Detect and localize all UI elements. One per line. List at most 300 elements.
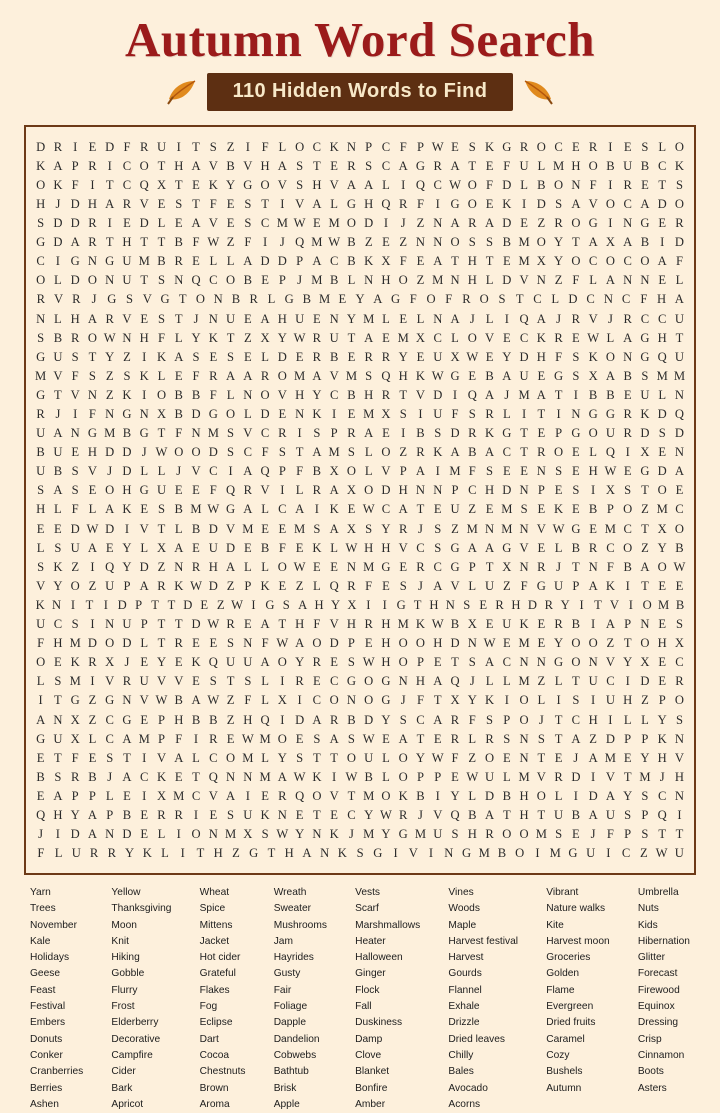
word-list-item[interactable]: Scarf: [355, 903, 379, 915]
grid-cell[interactable]: D: [364, 216, 374, 231]
grid-cell[interactable]: S: [486, 235, 494, 250]
grid-cell[interactable]: B: [364, 769, 373, 784]
grid-cell[interactable]: O: [364, 693, 374, 708]
grid-cell[interactable]: H: [433, 636, 443, 651]
grid-cell[interactable]: R: [278, 426, 287, 441]
grid-cell[interactable]: P: [88, 788, 96, 803]
grid-cell[interactable]: C: [243, 445, 253, 460]
grid-cell[interactable]: K: [142, 846, 152, 861]
grid-cell[interactable]: E: [330, 655, 338, 670]
grid-cell[interactable]: L: [347, 273, 356, 288]
grid-cell[interactable]: A: [433, 254, 443, 269]
grid-cell[interactable]: G: [605, 407, 615, 421]
grid-cell[interactable]: S: [537, 731, 545, 746]
grid-cell[interactable]: E: [502, 464, 511, 479]
grid-cell[interactable]: Z: [226, 139, 235, 154]
grid-cell[interactable]: M: [224, 827, 237, 842]
grid-cell[interactable]: T: [140, 273, 149, 288]
grid-cell[interactable]: X: [415, 330, 426, 345]
word-list-item[interactable]: Woods: [448, 903, 480, 915]
grid-cell[interactable]: F: [503, 158, 511, 173]
grid-cell[interactable]: D: [122, 445, 132, 460]
grid-cell[interactable]: T: [451, 655, 459, 670]
grid-cell[interactable]: N: [433, 483, 443, 498]
grid-cell[interactable]: R: [381, 349, 391, 364]
grid-cell[interactable]: W: [207, 235, 220, 250]
grid-cell[interactable]: R: [312, 655, 322, 670]
grid-cell[interactable]: E: [554, 750, 563, 765]
grid-cell[interactable]: L: [485, 674, 494, 689]
grid-cell[interactable]: P: [503, 712, 511, 727]
grid-cell[interactable]: M: [328, 216, 340, 231]
grid-cell[interactable]: W: [380, 807, 392, 822]
grid-cell[interactable]: Z: [216, 597, 225, 612]
grid-cell[interactable]: N: [243, 769, 253, 784]
word-list-item[interactable]: Yarn: [30, 887, 51, 898]
grid-cell[interactable]: L: [658, 387, 667, 402]
grid-cell[interactable]: I: [579, 597, 584, 612]
grid-cell[interactable]: Q: [295, 788, 305, 803]
grid-cell[interactable]: T: [416, 731, 425, 746]
grid-cell[interactable]: X: [640, 445, 650, 460]
grid-cell[interactable]: N: [519, 750, 529, 765]
word-list-item[interactable]: Dart: [199, 1033, 219, 1045]
grid-cell[interactable]: R: [399, 196, 408, 211]
grid-cell[interactable]: B: [53, 464, 63, 479]
grid-cell[interactable]: N: [364, 273, 374, 288]
grid-cell[interactable]: M: [319, 292, 331, 307]
grid-cell[interactable]: L: [658, 139, 667, 154]
grid-cell[interactable]: K: [484, 426, 495, 441]
grid-cell[interactable]: U: [674, 311, 685, 326]
grid-cell[interactable]: V: [36, 578, 46, 593]
grid-cell[interactable]: R: [571, 311, 581, 326]
grid-cell[interactable]: S: [675, 712, 683, 727]
grid-cell[interactable]: E: [226, 216, 235, 231]
grid-cell[interactable]: A: [174, 349, 184, 364]
grid-cell[interactable]: G: [391, 292, 401, 307]
grid-cell[interactable]: S: [520, 502, 528, 517]
grid-cell[interactable]: X: [657, 521, 667, 536]
grid-cell[interactable]: U: [329, 330, 339, 345]
grid-cell[interactable]: F: [365, 578, 373, 593]
grid-cell[interactable]: S: [227, 807, 235, 822]
grid-cell[interactable]: S: [451, 827, 459, 842]
grid-cell[interactable]: T: [313, 807, 321, 822]
word-list-item[interactable]: Jam: [273, 935, 293, 947]
grid-cell[interactable]: U: [519, 368, 529, 383]
grid-cell[interactable]: W: [103, 330, 116, 345]
grid-cell[interactable]: R: [433, 158, 442, 173]
grid-cell[interactable]: I: [332, 769, 337, 784]
grid-cell[interactable]: A: [373, 292, 383, 307]
grid-cell[interactable]: P: [296, 254, 304, 269]
grid-cell[interactable]: A: [53, 483, 63, 498]
grid-cell[interactable]: B: [640, 235, 650, 250]
grid-cell[interactable]: H: [260, 158, 270, 173]
grid-cell[interactable]: A: [571, 196, 581, 211]
grid-cell[interactable]: O: [571, 636, 581, 651]
grid-cell[interactable]: B: [122, 807, 132, 822]
grid-cell[interactable]: E: [123, 216, 131, 231]
grid-cell[interactable]: J: [279, 235, 285, 250]
grid-cell[interactable]: L: [54, 502, 62, 517]
grid-cell[interactable]: F: [572, 273, 580, 288]
grid-cell[interactable]: C: [468, 483, 477, 498]
grid-cell[interactable]: O: [519, 712, 529, 727]
grid-cell[interactable]: C: [621, 846, 631, 861]
grid-cell[interactable]: U: [53, 445, 63, 460]
grid-cell[interactable]: O: [519, 693, 529, 708]
grid-cell[interactable]: E: [502, 254, 511, 269]
grid-cell[interactable]: R: [495, 597, 504, 612]
grid-cell[interactable]: Z: [641, 502, 649, 517]
grid-cell[interactable]: E: [589, 521, 597, 536]
grid-cell[interactable]: E: [54, 655, 62, 670]
grid-cell[interactable]: I: [228, 464, 233, 479]
grid-cell[interactable]: R: [416, 445, 425, 460]
grid-cell[interactable]: S: [463, 597, 471, 612]
grid-cell[interactable]: Y: [415, 750, 426, 765]
grid-cell[interactable]: H: [87, 445, 97, 460]
grid-cell[interactable]: N: [329, 311, 339, 326]
grid-cell[interactable]: R: [554, 216, 563, 231]
grid-cell[interactable]: C: [571, 712, 581, 727]
grid-cell[interactable]: R: [329, 712, 339, 727]
word-list-item[interactable]: Golden: [546, 968, 580, 980]
grid-cell[interactable]: L: [157, 827, 166, 842]
grid-cell[interactable]: E: [209, 807, 218, 822]
grid-cell[interactable]: Z: [123, 349, 131, 364]
grid-cell[interactable]: E: [200, 597, 209, 612]
grid-cell[interactable]: A: [588, 235, 598, 250]
grid-cell[interactable]: V: [156, 674, 167, 689]
grid-cell[interactable]: T: [537, 750, 546, 765]
grid-cell[interactable]: R: [88, 216, 97, 231]
grid-cell[interactable]: L: [88, 502, 97, 517]
grid-cell[interactable]: K: [36, 158, 46, 173]
grid-cell[interactable]: Z: [71, 559, 80, 574]
grid-cell[interactable]: X: [156, 540, 167, 555]
grid-cell[interactable]: E: [209, 636, 218, 651]
grid-cell[interactable]: V: [208, 788, 218, 803]
grid-cell[interactable]: A: [536, 311, 546, 326]
grid-cell[interactable]: E: [485, 196, 494, 211]
grid-cell[interactable]: R: [243, 483, 253, 498]
word-list-item[interactable]: Vibrant: [546, 887, 579, 898]
grid-cell[interactable]: A: [226, 559, 236, 574]
grid-cell[interactable]: F: [71, 750, 79, 765]
grid-cell[interactable]: Z: [88, 578, 97, 593]
grid-cell[interactable]: P: [451, 483, 459, 498]
grid-cell[interactable]: M: [35, 368, 47, 383]
word-list-item[interactable]: Dressing: [637, 1017, 679, 1029]
grid-cell[interactable]: M: [639, 769, 651, 784]
grid-cell[interactable]: R: [485, 827, 494, 842]
grid-cell[interactable]: O: [515, 846, 525, 861]
grid-cell[interactable]: Z: [554, 273, 563, 288]
grid-cell[interactable]: O: [277, 655, 287, 670]
grid-cell[interactable]: C: [433, 559, 442, 574]
grid-cell[interactable]: A: [640, 559, 650, 574]
grid-cell[interactable]: F: [486, 177, 494, 192]
grid-cell[interactable]: V: [609, 597, 619, 612]
grid-cell[interactable]: I: [435, 464, 440, 479]
grid-cell[interactable]: A: [36, 712, 46, 727]
grid-cell[interactable]: X: [347, 597, 357, 612]
grid-cell[interactable]: W: [155, 693, 168, 708]
grid-cell[interactable]: V: [588, 196, 598, 211]
grid-cell[interactable]: E: [537, 617, 546, 632]
grid-cell[interactable]: P: [416, 139, 424, 154]
grid-cell[interactable]: R: [519, 139, 529, 154]
grid-cell[interactable]: N: [415, 235, 426, 250]
grid-cell[interactable]: V: [329, 788, 339, 803]
grid-cell[interactable]: N: [519, 655, 529, 670]
grid-cell[interactable]: F: [445, 292, 453, 307]
grid-cell[interactable]: I: [608, 216, 613, 231]
grid-cell[interactable]: I: [245, 788, 250, 803]
word-list-item[interactable]: Berries: [30, 1082, 63, 1094]
word-list-item[interactable]: Apple: [273, 1098, 300, 1110]
grid-cell[interactable]: Z: [105, 368, 114, 383]
grid-cell[interactable]: N: [105, 407, 115, 421]
grid-cell[interactable]: E: [278, 407, 287, 421]
grid-cell[interactable]: F: [468, 712, 476, 727]
grid-cell[interactable]: A: [674, 292, 684, 307]
grid-cell[interactable]: I: [535, 846, 540, 861]
grid-cell[interactable]: I: [73, 407, 78, 421]
grid-cell[interactable]: E: [416, 349, 425, 364]
word-list-item[interactable]: Kids: [637, 919, 658, 931]
grid-cell[interactable]: R: [157, 807, 166, 822]
grid-cell[interactable]: S: [296, 177, 304, 192]
grid-cell[interactable]: I: [90, 177, 95, 192]
grid-cell[interactable]: M: [604, 750, 616, 765]
grid-cell[interactable]: U: [243, 655, 253, 670]
grid-cell[interactable]: K: [536, 330, 546, 345]
grid-cell[interactable]: W: [276, 827, 289, 842]
word-list-item[interactable]: Avocado: [448, 1082, 488, 1094]
grid-cell[interactable]: E: [623, 750, 632, 765]
grid-cell[interactable]: D: [568, 292, 578, 307]
grid-cell[interactable]: K: [260, 578, 270, 593]
grid-cell[interactable]: H: [511, 597, 521, 612]
grid-cell[interactable]: C: [416, 540, 425, 555]
word-list-item[interactable]: Blanket: [355, 1066, 390, 1078]
grid-cell[interactable]: U: [433, 349, 443, 364]
grid-cell[interactable]: L: [278, 139, 287, 154]
word-list-item[interactable]: Cranberries: [30, 1066, 84, 1078]
grid-cell[interactable]: R: [89, 846, 99, 861]
grid-cell[interactable]: P: [416, 769, 424, 784]
grid-cell[interactable]: M: [294, 368, 306, 383]
grid-cell[interactable]: O: [467, 196, 477, 211]
grid-cell[interactable]: C: [381, 158, 391, 173]
grid-cell[interactable]: V: [536, 769, 546, 784]
grid-cell[interactable]: I: [435, 788, 440, 803]
grid-cell[interactable]: Z: [295, 578, 304, 593]
grid-cell[interactable]: A: [450, 445, 460, 460]
grid-cell[interactable]: N: [53, 712, 63, 727]
grid-cell[interactable]: Y: [122, 559, 132, 574]
grid-cell[interactable]: R: [537, 445, 546, 460]
grid-cell[interactable]: R: [485, 731, 494, 746]
grid-cell[interactable]: K: [502, 196, 512, 211]
grid-cell[interactable]: I: [556, 693, 561, 708]
grid-cell[interactable]: P: [244, 578, 252, 593]
grid-cell[interactable]: U: [71, 846, 81, 861]
grid-cell[interactable]: I: [314, 502, 319, 517]
grid-cell[interactable]: E: [330, 559, 338, 574]
grid-cell[interactable]: V: [295, 196, 305, 211]
grid-cell[interactable]: I: [280, 196, 285, 211]
grid-cell[interactable]: D: [588, 788, 598, 803]
grid-cell[interactable]: C: [623, 196, 632, 211]
grid-cell[interactable]: F: [71, 502, 79, 517]
grid-cell[interactable]: F: [88, 407, 96, 421]
grid-cell[interactable]: A: [588, 807, 598, 822]
grid-cell[interactable]: E: [105, 540, 114, 555]
grid-cell[interactable]: G: [571, 521, 581, 536]
grid-cell[interactable]: E: [243, 349, 252, 364]
grid-cell[interactable]: L: [157, 464, 166, 479]
grid-cell[interactable]: J: [607, 311, 613, 326]
grid-cell[interactable]: E: [347, 407, 356, 421]
grid-cell[interactable]: O: [623, 540, 633, 555]
grid-cell[interactable]: I: [591, 769, 596, 784]
grid-cell[interactable]: S: [71, 464, 79, 479]
grid-cell[interactable]: C: [329, 254, 339, 269]
grid-cell[interactable]: O: [312, 636, 322, 651]
grid-cell[interactable]: E: [572, 445, 580, 460]
grid-cell[interactable]: D: [502, 483, 512, 498]
grid-cell[interactable]: I: [103, 597, 108, 612]
grid-cell[interactable]: H: [139, 330, 149, 345]
grid-cell[interactable]: A: [87, 311, 97, 326]
grid-cell[interactable]: K: [156, 769, 167, 784]
grid-cell[interactable]: J: [107, 464, 113, 479]
grid-cell[interactable]: S: [347, 445, 355, 460]
grid-cell[interactable]: D: [208, 445, 218, 460]
grid-cell[interactable]: S: [365, 368, 373, 383]
grid-cell[interactable]: L: [330, 196, 338, 211]
grid-cell[interactable]: D: [260, 254, 270, 269]
grid-cell[interactable]: B: [260, 540, 270, 555]
grid-cell[interactable]: R: [312, 349, 322, 364]
grid-cell[interactable]: L: [174, 521, 183, 536]
grid-cell[interactable]: P: [606, 502, 614, 517]
grid-cell[interactable]: A: [398, 731, 408, 746]
grid-cell[interactable]: O: [226, 407, 236, 421]
grid-cell[interactable]: T: [554, 712, 563, 727]
grid-cell[interactable]: S: [71, 349, 79, 364]
grid-cell[interactable]: V: [588, 311, 598, 326]
grid-cell[interactable]: O: [87, 330, 97, 345]
grid-cell[interactable]: F: [209, 387, 217, 402]
grid-cell[interactable]: W: [362, 731, 375, 746]
word-list-item[interactable]: Marshmallows: [355, 919, 421, 931]
grid-cell[interactable]: F: [261, 636, 269, 651]
grid-cell[interactable]: T: [157, 426, 166, 441]
grid-cell[interactable]: V: [450, 578, 460, 593]
grid-cell[interactable]: Z: [226, 578, 235, 593]
grid-cell[interactable]: B: [606, 158, 615, 173]
grid-cell[interactable]: J: [55, 407, 61, 421]
grid-cell[interactable]: E: [36, 788, 45, 803]
grid-cell[interactable]: H: [36, 502, 46, 517]
grid-cell[interactable]: H: [346, 617, 356, 632]
grid-cell[interactable]: P: [71, 158, 79, 173]
grid-cell[interactable]: O: [571, 216, 581, 231]
grid-cell[interactable]: M: [501, 521, 513, 536]
grid-cell[interactable]: J: [348, 827, 354, 842]
grid-cell[interactable]: L: [485, 273, 494, 288]
grid-cell[interactable]: V: [139, 521, 149, 536]
grid-cell[interactable]: R: [88, 235, 97, 250]
grid-cell[interactable]: U: [156, 139, 167, 154]
grid-cell[interactable]: O: [105, 483, 115, 498]
word-list-item[interactable]: Nature walks: [546, 903, 606, 915]
grid-cell[interactable]: S: [641, 139, 649, 154]
grid-cell[interactable]: E: [537, 502, 546, 517]
grid-cell[interactable]: R: [105, 311, 114, 326]
grid-cell[interactable]: O: [398, 655, 408, 670]
grid-cell[interactable]: T: [572, 674, 580, 689]
grid-cell[interactable]: H: [429, 597, 439, 612]
word-list-item[interactable]: Bushels: [546, 1066, 583, 1078]
grid-cell[interactable]: A: [243, 502, 253, 517]
grid-cell[interactable]: D: [117, 597, 127, 612]
grid-cell[interactable]: C: [260, 426, 270, 441]
grid-cell[interactable]: E: [71, 445, 80, 460]
grid-cell[interactable]: G: [554, 655, 564, 670]
grid-cell[interactable]: O: [536, 139, 546, 154]
grid-cell[interactable]: O: [364, 674, 374, 689]
grid-cell[interactable]: A: [243, 464, 253, 479]
grid-cell[interactable]: O: [398, 636, 408, 651]
grid-cell[interactable]: S: [468, 139, 476, 154]
grid-cell[interactable]: J: [469, 674, 475, 689]
grid-cell[interactable]: O: [502, 827, 512, 842]
grid-cell[interactable]: R: [588, 139, 598, 154]
grid-cell[interactable]: N: [519, 559, 529, 574]
grid-cell[interactable]: N: [445, 597, 455, 612]
grid-cell[interactable]: H: [53, 636, 63, 651]
word-list-item[interactable]: Vests: [355, 887, 381, 898]
word-list-item[interactable]: Firewood: [637, 984, 680, 996]
grid-cell[interactable]: O: [519, 827, 529, 842]
grid-cell[interactable]: A: [588, 578, 598, 593]
grid-cell[interactable]: L: [243, 407, 252, 421]
grid-cell[interactable]: M: [535, 827, 547, 842]
grid-cell[interactable]: X: [156, 788, 167, 803]
grid-cell[interactable]: S: [347, 731, 355, 746]
grid-cell[interactable]: E: [88, 750, 97, 765]
grid-cell[interactable]: E: [278, 521, 287, 536]
grid-cell[interactable]: W: [362, 502, 375, 517]
grid-cell[interactable]: K: [484, 693, 495, 708]
word-list-item[interactable]: Dandelion: [273, 1033, 320, 1045]
grid-cell[interactable]: I: [142, 750, 147, 765]
grid-cell[interactable]: N: [571, 177, 581, 192]
grid-cell[interactable]: N: [444, 846, 454, 861]
grid-cell[interactable]: G: [70, 254, 80, 269]
grid-cell[interactable]: E: [192, 540, 200, 555]
grid-cell[interactable]: O: [674, 139, 685, 154]
grid-cell[interactable]: R: [36, 407, 45, 421]
grid-cell[interactable]: S: [37, 559, 45, 574]
